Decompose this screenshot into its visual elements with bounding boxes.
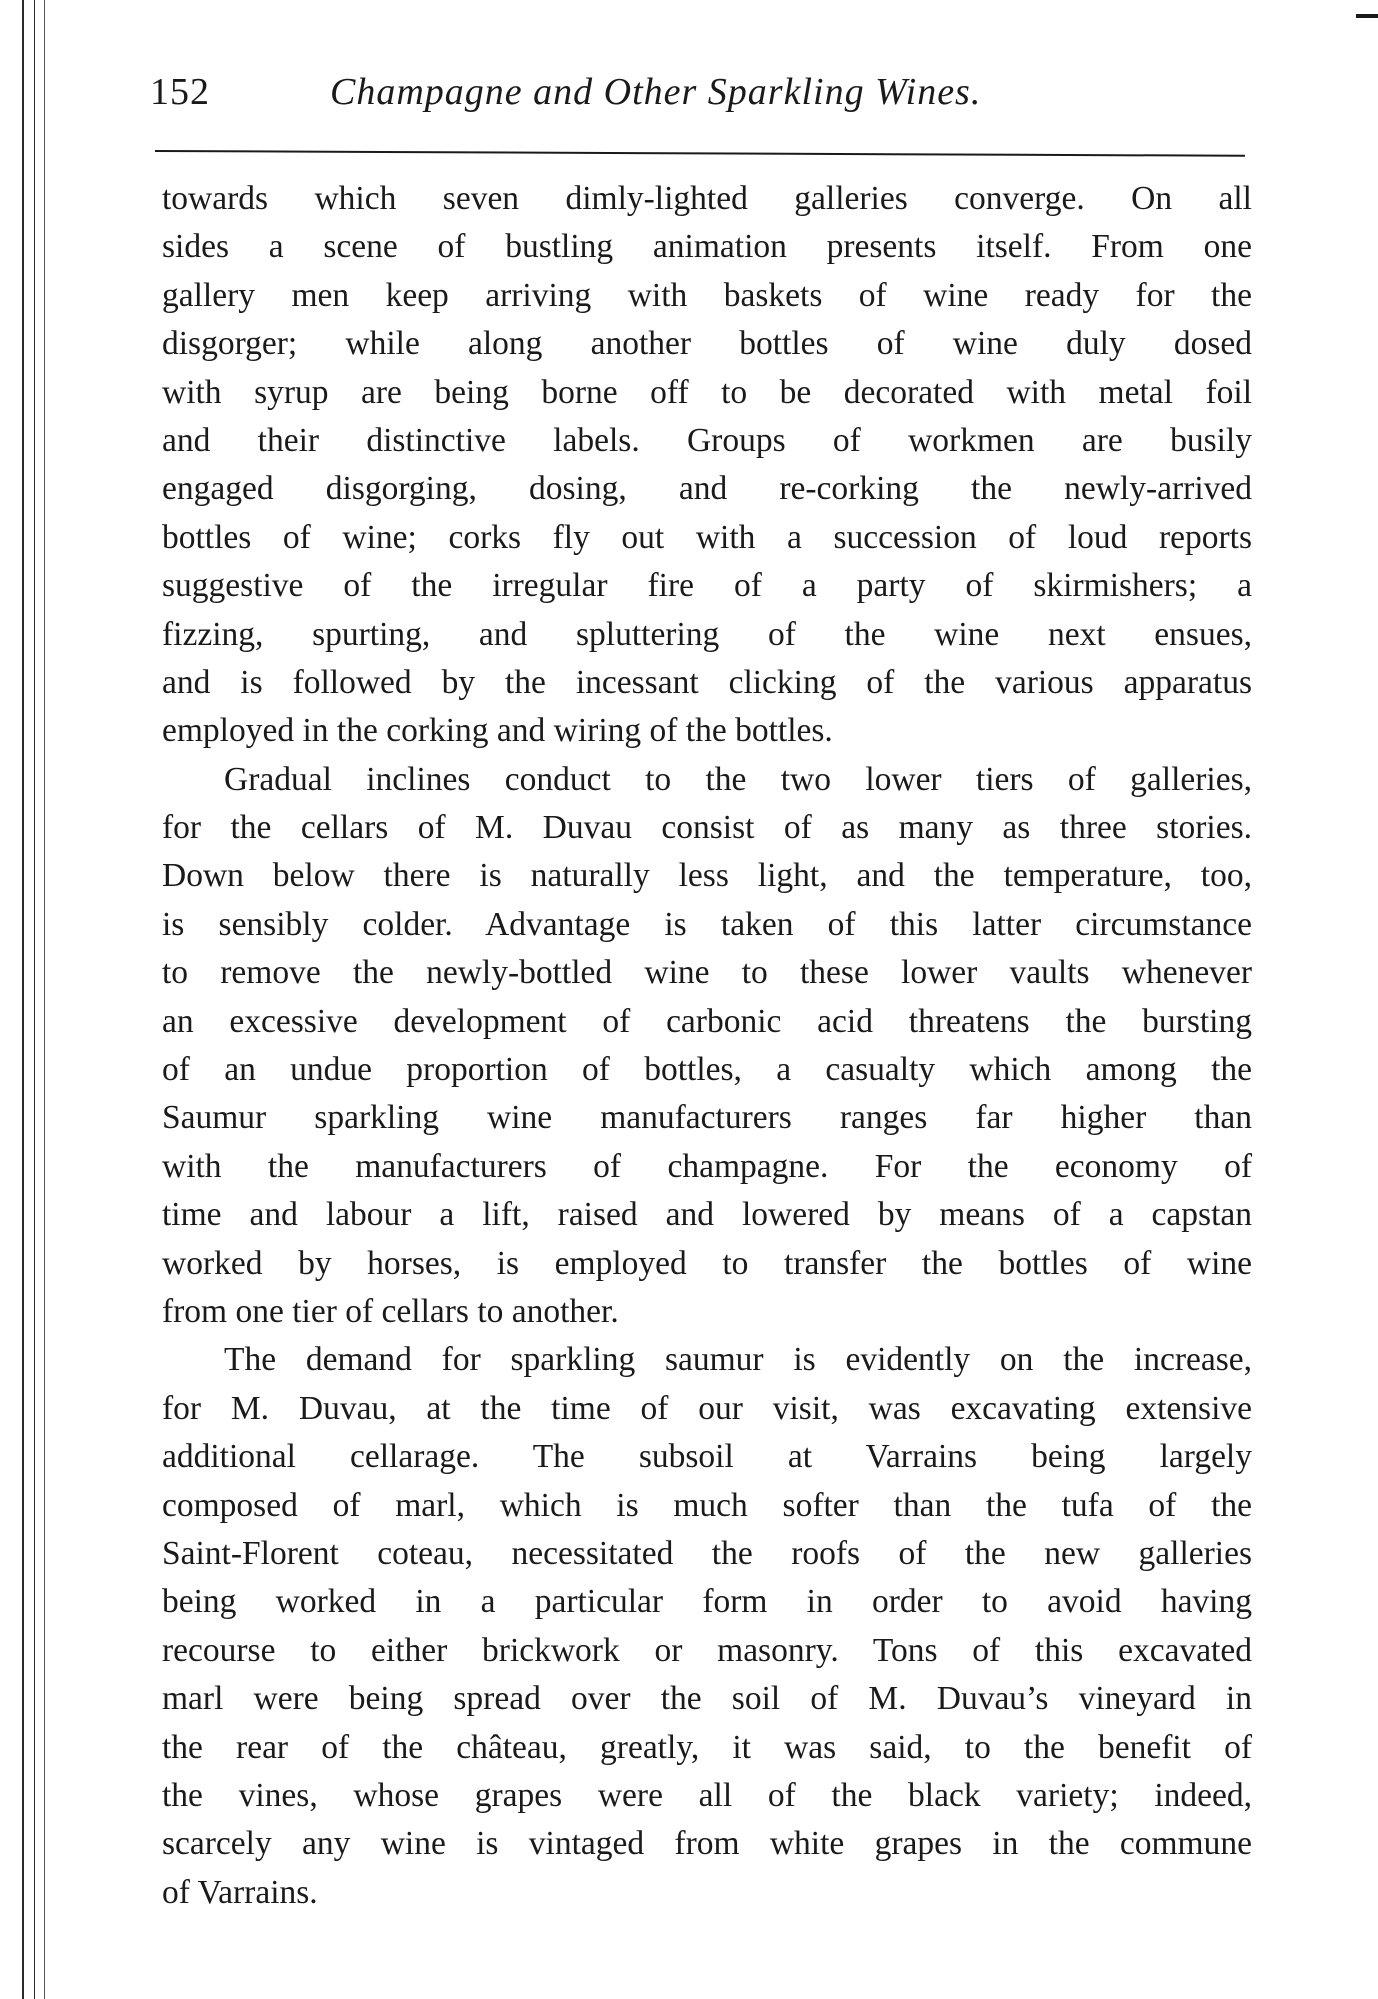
text-line: to remove the newly-bottled wine to these lower vaults whenever bbox=[162, 954, 1252, 992]
text-line: fizzing, spurting, and spluttering of the wine next ensues, bbox=[162, 615, 1252, 653]
text-line: bottles of wine; corks fly out with a succession of loud reports bbox=[162, 518, 1252, 556]
text-line: scarcely any wine is vintaged from white grapes in the commune bbox=[162, 1825, 1252, 1863]
text-line: Gradual inclines conduct to the two lower tiers of galleries, bbox=[224, 760, 1252, 798]
page-number: 152 bbox=[150, 71, 210, 113]
text-line: is sensibly colder. Advantage is taken of this latter circumstance bbox=[162, 905, 1252, 943]
binding-edge-line bbox=[34, 0, 35, 1999]
text-line: suggestive of the irregular fire of a party of skirmishers; a bbox=[162, 567, 1252, 605]
text-line: composed of marl, which is much softer than the tufa of the bbox=[162, 1486, 1252, 1524]
paragraph bbox=[162, 756, 1252, 1337]
text-line: an excessive development of carbonic acid threatens the bursting bbox=[162, 1002, 1252, 1040]
text-line: Saint-Florent coteau, necessitated the roofs of the new galleries bbox=[162, 1534, 1252, 1572]
text-line: employed in the corking and wiring of the bottles. bbox=[162, 712, 833, 750]
text-line: time and labour a lift, raised and lowered by means of a capstan bbox=[162, 1196, 1252, 1234]
header-rule bbox=[155, 150, 1245, 157]
text-line: Saumur sparkling wine manufacturers ranges far higher than bbox=[162, 1099, 1252, 1137]
text-line: gallery men keep arriving with baskets of wine ready for the bbox=[162, 276, 1252, 314]
text-line: being worked in a particular form in order to avoid having bbox=[162, 1583, 1252, 1621]
text-line: recourse to either brickwork or masonry. Tons of this excavated bbox=[162, 1631, 1252, 1669]
text-line: sides a scene of bustling animation presents itself. From one bbox=[162, 228, 1252, 266]
text-line: with the manufacturers of champagne. For the economy of bbox=[162, 1147, 1252, 1185]
page-title: Champagne and Other Sparkling Wines. bbox=[330, 71, 982, 113]
text-line: the rear of the château, greatly, it was said, to the benefit of bbox=[162, 1728, 1252, 1766]
text-line: the vines, whose grapes were all of the black variety; indeed, bbox=[162, 1776, 1252, 1814]
scan-corner-mark bbox=[1356, 14, 1378, 18]
text-line: with syrup are being borne off to be decorated with metal foil bbox=[162, 373, 1252, 411]
text-line: and their distinctive labels. Groups of workmen are busily bbox=[162, 421, 1252, 459]
text-line: engaged disgorging, dosing, and re-corking the newly-arrived bbox=[162, 470, 1252, 508]
text-line: Down below there is naturally less light, and the temperature, too, bbox=[162, 857, 1252, 895]
text-line: for the cellars of M. Duvau consist of as many as three stories. bbox=[162, 809, 1252, 847]
paragraph bbox=[162, 1336, 1252, 1917]
text-line: additional cellarage. The subsoil at Varrains being largely bbox=[162, 1438, 1252, 1476]
text-line: The demand for sparkling saumur is evidently on the increase, bbox=[224, 1341, 1252, 1379]
binding-edge-line bbox=[22, 0, 24, 1999]
body-text bbox=[162, 175, 1252, 1917]
text-line: of Varrains. bbox=[162, 1873, 318, 1911]
text-line: for M. Duvau, at the time of our visit, was excavating extensive bbox=[162, 1389, 1252, 1427]
text-line: from one tier of cellars to another. bbox=[162, 1292, 619, 1330]
binding-edge-line bbox=[44, 0, 45, 1999]
text-line: of an undue proportion of bottles, a casualty which among the bbox=[162, 1051, 1252, 1089]
text-line: disgorger; while along another bottles of wine duly dosed bbox=[162, 325, 1252, 363]
text-line: marl were being spread over the soil of M. Duvau’s vineyard in bbox=[162, 1680, 1252, 1718]
text-line: worked by horses, is employed to transfer the bottles of wine bbox=[162, 1244, 1252, 1282]
text-line: and is followed by the incessant clicking of the various apparatus bbox=[162, 663, 1252, 701]
text-line: towards which seven dimly-lighted galleries converge. On all bbox=[162, 180, 1252, 217]
running-head bbox=[150, 70, 1250, 130]
paragraph bbox=[162, 175, 1252, 756]
